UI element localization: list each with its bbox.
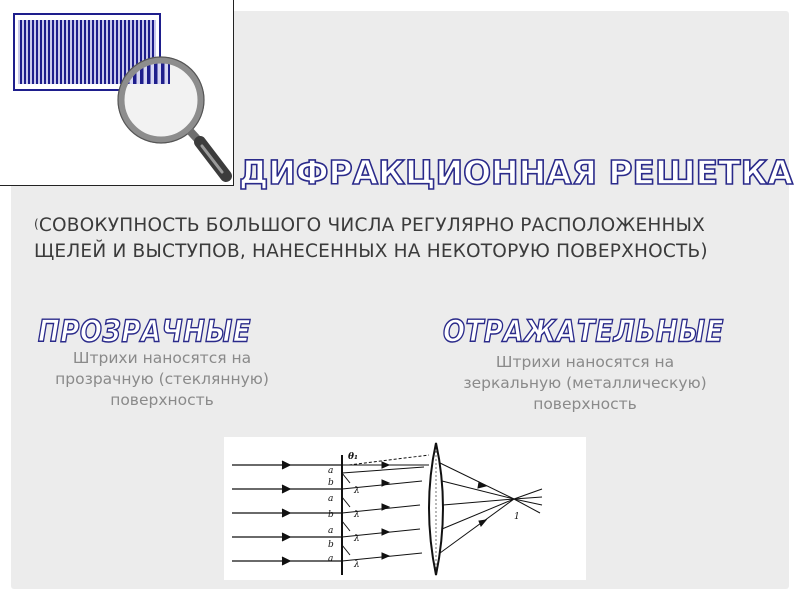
focus-label: 1 [514, 512, 520, 522]
definition-body: СОВОКУПНОСТЬ БОЛЬШОГО ЧИСЛА РЕГУЛЯРНО РАСПОЛОЖЕННЫХ ЩЕЛЕЙ И ВЫСТУПОВ, НАНЕСЕННЫХ НА НЕКОТОРУЮ ПОВЕРХНОСТЬ) [34, 215, 708, 262]
slit-label: a [328, 494, 334, 504]
definition-open-paren: ( [34, 217, 39, 231]
converging-lens [429, 443, 443, 575]
wavelength-label: λ [354, 486, 360, 496]
slit-label: a [328, 554, 334, 564]
slit-label: b [328, 478, 334, 488]
slide-title [232, 140, 800, 200]
diffraction-schematic [224, 437, 586, 580]
wavelength-label: λ [354, 534, 360, 544]
slit-label: b [328, 510, 334, 520]
wavelength-label: λ [354, 560, 360, 570]
angle-label: θ₁ [348, 452, 358, 462]
slit-label: b [328, 540, 334, 550]
slit-label: a [328, 526, 334, 536]
incident-rays [232, 461, 342, 565]
focused-rays [440, 463, 542, 553]
heading-transparent: ПРОЗРАЧНЫЕ [38, 315, 252, 350]
definition-text [34, 211, 774, 265]
diffraction-diagram [224, 437, 586, 580]
title-text: ДИФРАКЦИОННАЯ РЕШЕТКА [239, 153, 794, 192]
title-wordart [232, 140, 800, 200]
slit-label: a [328, 466, 334, 476]
description-reflective: Штрихи наносятся на зеркальную (металлическую) поверхность [463, 353, 707, 413]
grating-magnifier-picture [0, 0, 234, 186]
grating-illustration [0, 0, 234, 186]
description-transparent: Штрихи наносятся на прозрачную (стеклянную) поверхность [55, 349, 269, 409]
diffracted-rays [342, 455, 429, 561]
heading-reflective: ОТРАЖАТЕЛЬНЫЕ [443, 315, 724, 350]
wavelength-label: λ [354, 510, 360, 520]
magnifier-icon [118, 57, 226, 176]
